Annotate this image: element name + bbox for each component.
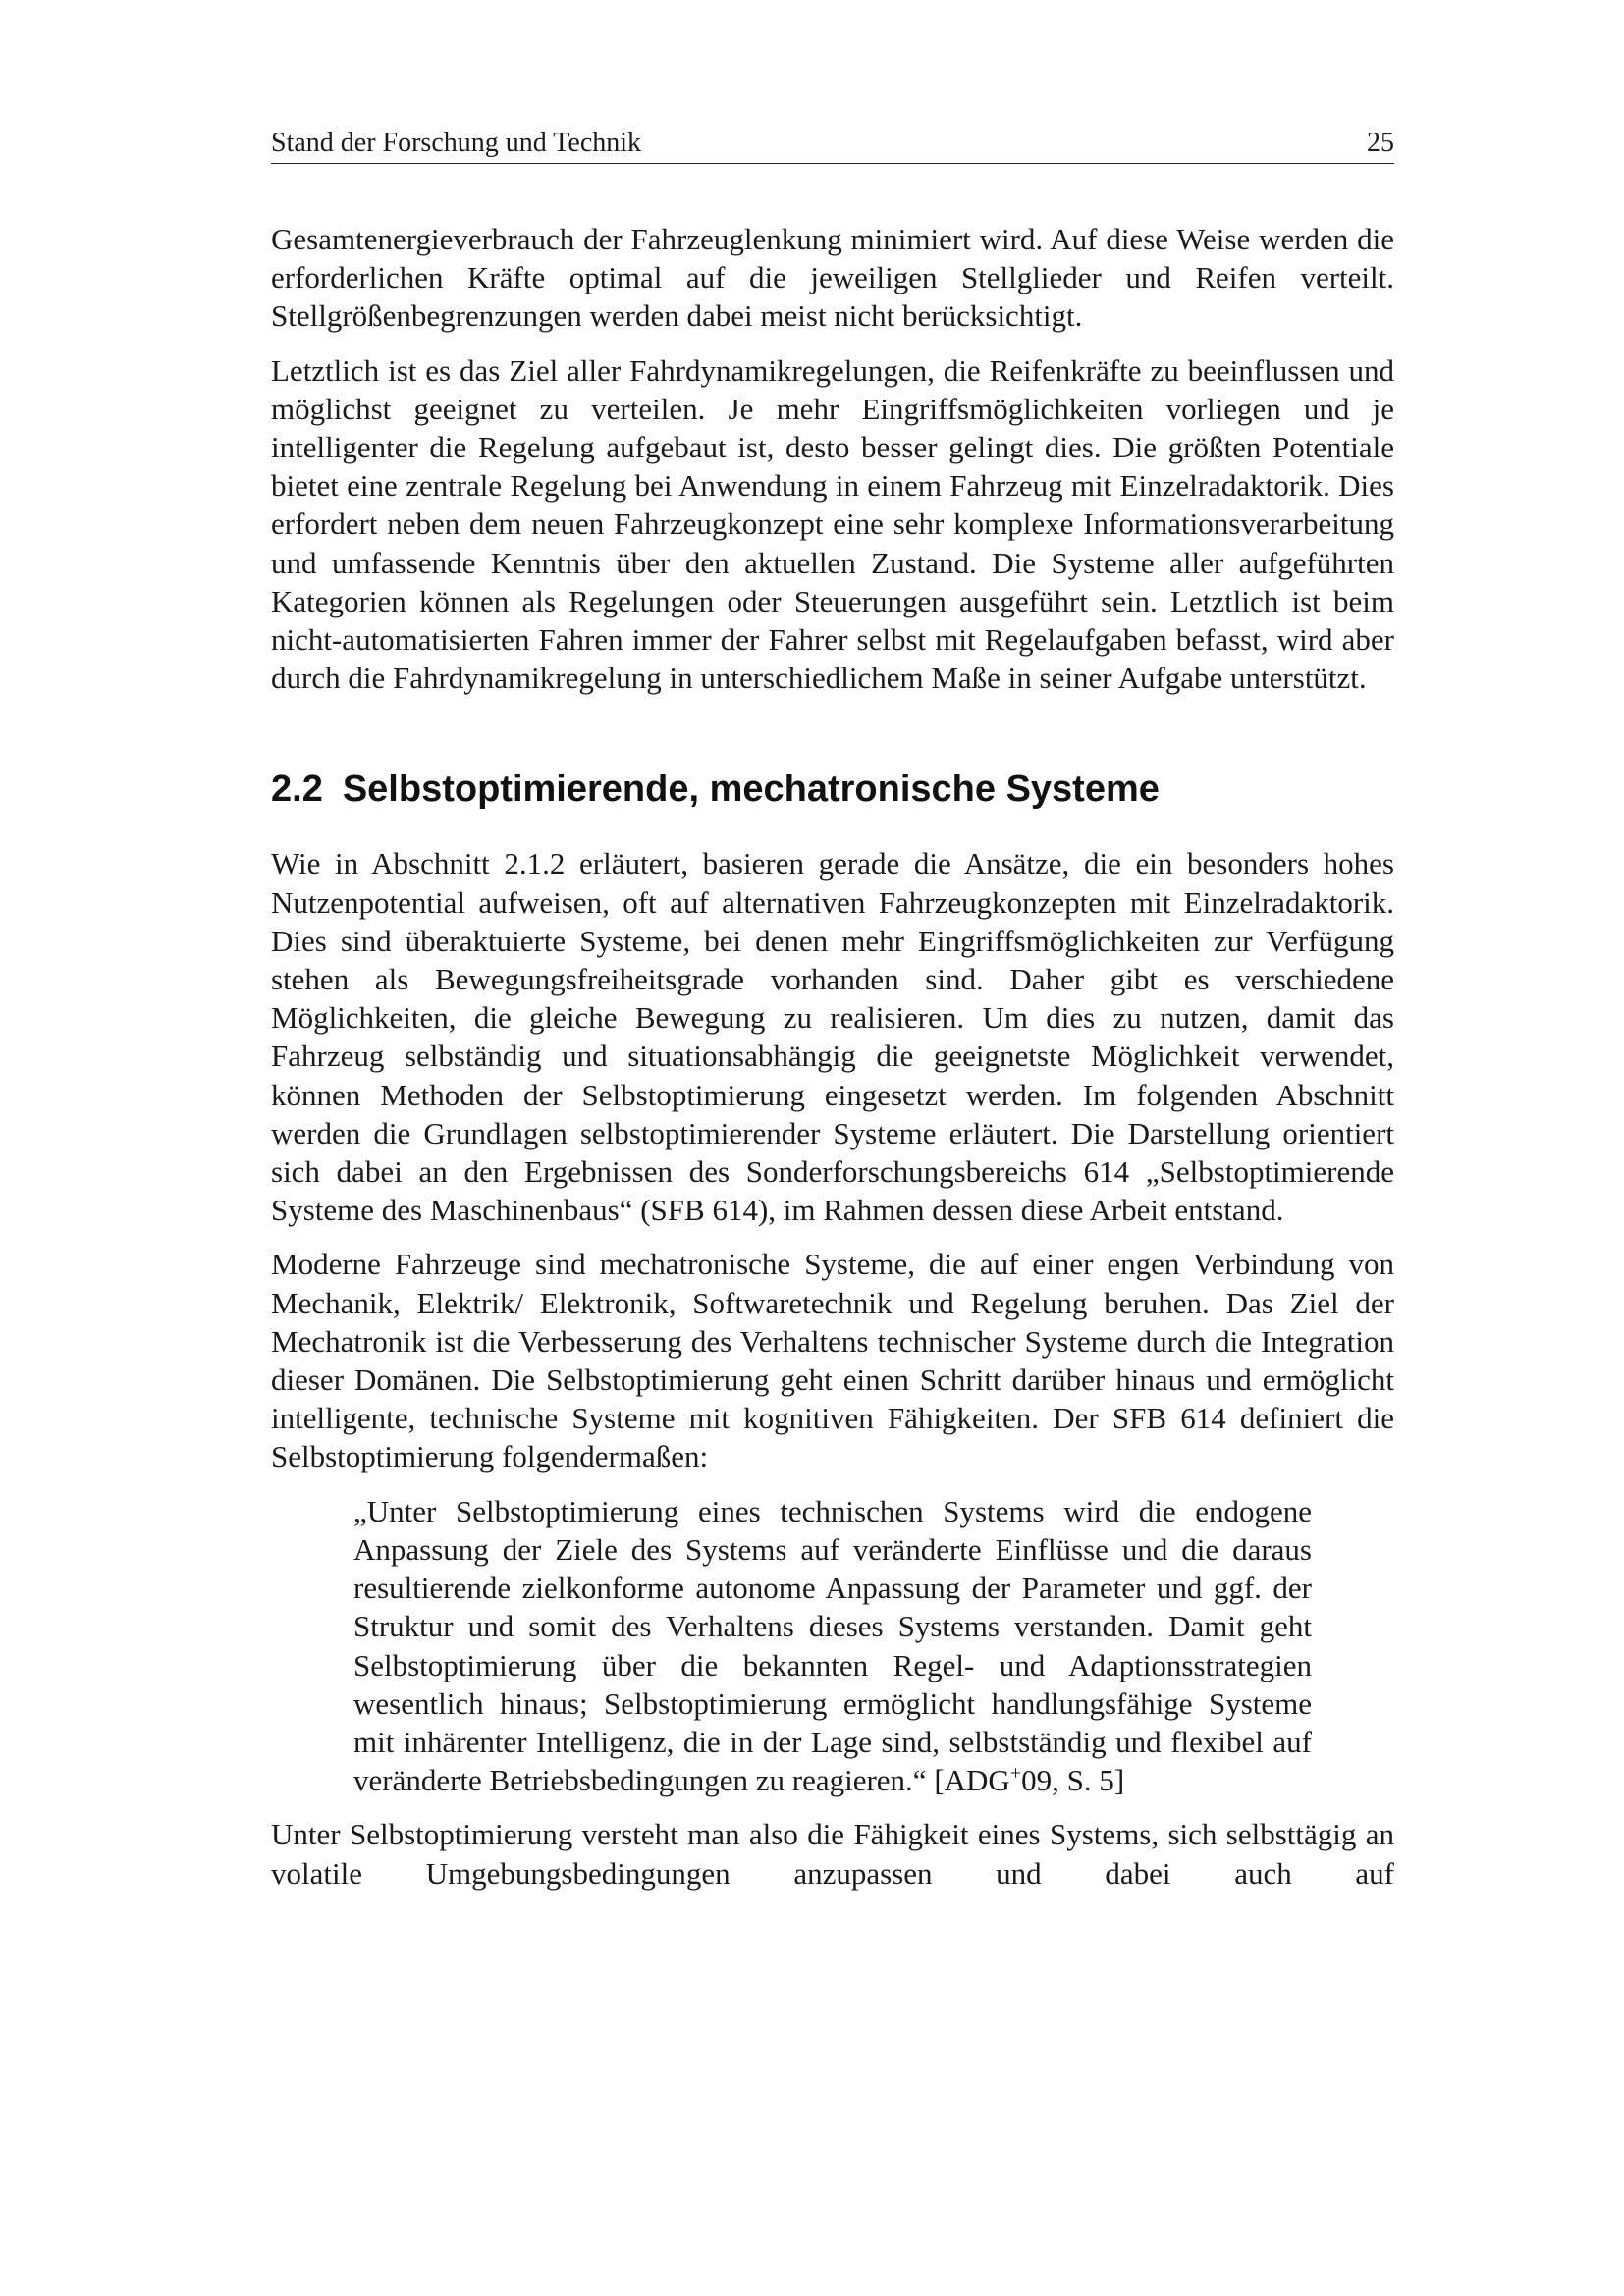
definition-quote: [353, 1492, 1312, 1800]
citation-prefix: [ADG: [934, 1763, 1010, 1798]
citation-superscript: +: [1009, 1762, 1022, 1785]
paragraph-4: Moderne Fahrzeuge sind mechatronische Systeme, die auf einer engen Verbindung von Mechanik, Elektrik/ Elektronik, Softwaretechnik und Regelung beruhen. Das Ziel der Mechatronik ist die Verbesserung des Verhaltens technischer Systeme durch die Integration dieser Domänen. Die Selbstoptimierung geht einen Schritt darüber hinaus und ermöglicht intelligente, technische Systeme mit kognitiven Fähigkeiten. Der SFB 614 definiert die Selbstoptimierung folgendermaßen:: [271, 1247, 1394, 1474]
running-header-title: Stand der Forschung und Technik: [271, 128, 642, 158]
body-text: [271, 220, 1394, 1893]
citation: [934, 1763, 1124, 1797]
section-title: Selbstoptimierende, mechatronische Systeme: [342, 769, 1160, 811]
paragraph-5: Unter Selbstoptimierung versteht man also die Fähigkeit eines Systems, sich selbsttägig an volatile Umgebungsbedingungen anzupassen und dabei auch auf: [271, 1817, 1394, 1891]
quote-text: „Unter Selbstoptimierung eines technischen Systems wird die endogene Anpassung der Ziele des Systems auf veränderte Einflüsse und die daraus resultierende zielkonforme autonome Anpassung der Parameter und ggf. der Struktur und somit des Verhaltens dieses Systems verstanden. Damit geht Selbstoptimierung über die bekannten Regel- und Adaptionsstrategien wesentlich hinaus; Selbstoptimierung ermöglicht handlungsfähige Systeme mit inhärenter Intelligenz, die in der Lage sind, selbstständig und flexibel auf veränderte Betriebsbedingungen zu reagieren.“: [353, 1493, 1312, 1798]
page-number: 25: [1367, 128, 1394, 158]
paragraph-3: Wie in Abschnitt 2.1.2 erläutert, basieren gerade die Ansätze, die ein besonders hohes Nutzenpotential aufweisen, oft auf alternativen Fahrzeugkonzepten mit Einzelradaktorik. Dies sind überaktuierte Systeme, bei denen mehr Eingriffsmöglichkeiten zur Verfügung stehen als Bewegungsfreiheitsgrade vorhanden sind. Daher gibt es verschiedene Möglichkeiten, die gleiche Bewegung zu realisieren. Um dies zu nutzen, damit das Fahrzeug selbständig und situationsabhängig die geeignetste Möglichkeit verwendet, können Methoden der Selbstoptimierung eingesetzt werden. Im folgenden Abschnitt werden die Grundlagen selbstoptimierender Systeme erläutert. Die Darstellung orientiert sich dabei an den Ergebnissen des Sonderforschungsbereichs 614 „Selbstoptimierende Systeme des Maschinenbaus“ (SFB 614), im Rahmen dessen diese Arbeit entstand.: [271, 846, 1394, 1228]
quote-paragraph: [353, 1492, 1312, 1800]
running-header: [271, 124, 1394, 164]
citation-suffix: 09, S. 5]: [1021, 1763, 1125, 1798]
section-number: 2.2: [271, 769, 323, 811]
section-heading: [271, 766, 1394, 813]
paragraph-2: Letztlich ist es das Ziel aller Fahrdynamikregelungen, die Reifenkräfte zu beeinflussen und möglichst geeignet zu verteilen. Je mehr Eingriffsmöglichkeiten vorliegen und je intelligenter die Regelung aufgebaut ist, desto besser gelingt dies. Die größten Potentiale bietet eine zentrale Regelung bei Anwendung in einem Fahrzeug mit Einzelradaktorik. Dies erfordert neben dem neuen Fahrzeugkonzept eine sehr komplexe Informationsverarbeitung und umfassende Kenntnis über den aktuellen Zustand. Die Systeme aller aufgeführten Kategorien können als Regelungen oder Steuerungen ausgeführt sein. Letztlich ist beim nicht-automatisierten Fahren immer der Fahrer selbst mit Regelaufgaben befasst, wird aber durch die Fahrdynamikregelung in unterschiedlichem Maße in seiner Aufgabe unterstützt.: [271, 352, 1394, 696]
paragraph-1: Gesamtenergieverbrauch der Fahrzeuglenkung minimiert wird. Auf diese Weise werden die erforderlichen Kräfte optimal auf die jeweiligen Stellglieder und Reifen verteilt. Stellgrößenbegrenzungen werden dabei meist nicht berücksichtigt.: [271, 222, 1394, 334]
